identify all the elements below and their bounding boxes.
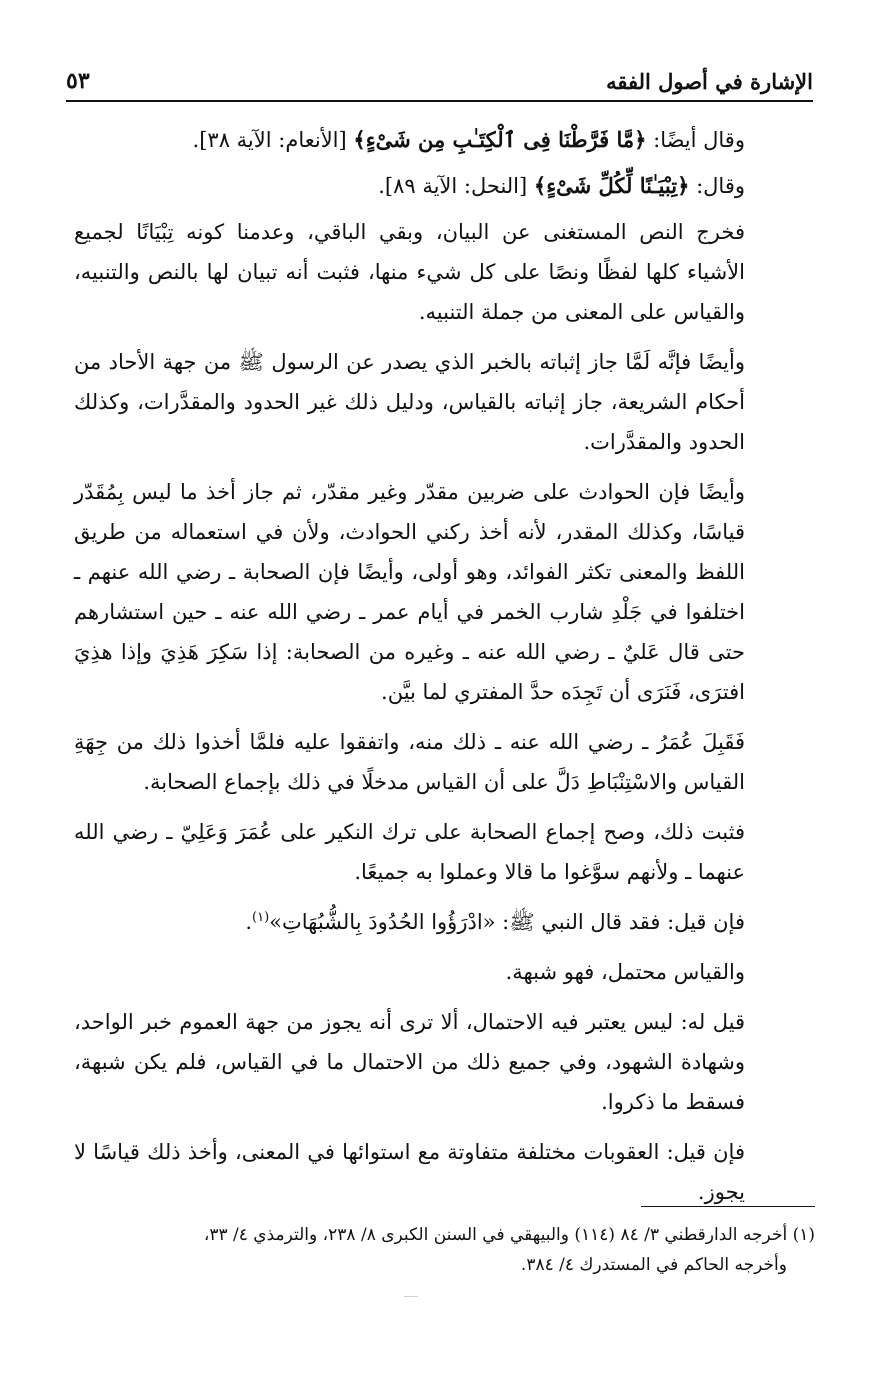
hadith-quote: فإن قيل: فقد قال النبي ﷺ: «ادْرَؤُوا الحُدُودَ بِالشُّبُهَاتِ» [269,910,745,934]
book-title: الإشارة في أصول الفقه [606,69,813,94]
footnote-line: (١) أخرجه الدارقطني ٣/ ٨٤ (١١٤) والبيهقي في السنن الكبرى ٨/ ٢٣٨، والترمذي ٤/ ٣٣، [203,1225,815,1245]
paragraph: فثبت ذلك، وصح إجماع الصحابة على ترك النكير على عُمَرَ وَعَلِيّ ـ رضي الله عنهما ـ ولأنهم سوَّغوا ما قالا وعملوا به جميعًا. [74,820,745,884]
verse-intro: وقال أيضًا: [646,128,745,152]
scan-mark [404,1296,418,1297]
verse-citation-1 [74,120,815,160]
footnote-divider [641,1206,815,1207]
paragraph: فخرج النص المستغنى عن البيان، وبقي الباقي، وعدمنا كونه تِبْيَانًا لجميع الأشياء كلها لفظًا ونصًا على كل شيء منها، فثبت أنه تبيان لها بالنص والتنبيه، والقياس على المعنى من جملة التنبيه. [74,220,745,324]
verse-intro: وقال: [689,174,745,198]
paragraph: والقياس محتمل، فهو شبهة. [505,960,745,984]
paragraph: قيل له: ليس يعتبر فيه الاحتمال، ألا ترى أنه يجوز من جهة العموم خبر الواحد، وشهادة الشهود، وفي جميع ذلك من الاحتمال ما في القياس، فلم يكن شبهة، فسقط ما ذكروا. [74,1010,745,1114]
quran-quote: ﴿تِبْيَـٰنًا لِّكُلِّ شَىْءٍ﴾ [533,173,690,198]
paragraph: فَقَبِلَ عُمَرُ ـ رضي الله عنه ـ ذلك منه، واتفقوا عليه فلمَّا أخذوا ذلك من جِهَةِ القياس والاسْتِنْبَاطِ دَلَّ على أن القياس مدخلًا في ذلك بإجماع الصحابة. [74,730,745,794]
paragraph-with-footnote: فإن قيل: فقد قال النبي ﷺ: «ادْرَؤُوا الحُدُودَ بِالشُّبُهَاتِ»$^{(١)}$. [245,910,745,934]
paragraph: فإن قيل: العقوبات مختلفة متفاوتة مع استوائها في المعنى، وأخذ ذلك قياسًا لا يجوز. [74,1140,745,1204]
running-header [66,60,813,102]
footnote-marker[interactable]: (١) [252,910,270,925]
paragraph: وأيضًا فإنَّه لَمَّا جاز إثباته بالخبر الذي يصدر عن الرسول ﷺ من جهة الأحاد من أحكام الشريعة، جاز إثباته بالقياس، ودليل ذلك غير الحدود والمقدَّرات، وكذلك الحدود والمقدَّرات. [74,350,745,454]
footnote [74,1220,815,1280]
footnote-line: وأخرجه الحاكم في المستدرك ٤/ ٣٨٤. [520,1255,787,1275]
page-number: ٥٣ [66,68,90,94]
verse-citation-2 [74,166,815,206]
main-text [74,120,815,1222]
quran-quote: ﴿مَّا فَرَّطْنَا فِى ٱلْكِتَـٰبِ مِن شَىْءٍ﴾ [353,127,647,152]
verse-reference: [الأنعام: الآية ٣٨]. [192,128,354,152]
verse-reference: [النحل: الآية ٨٩]. [378,174,534,198]
paragraph: وأيضًا فإن الحوادث على ضربين مقدّر وغير مقدّر، ثم جاز أخذ ما ليس بِمُقَدّر قياسًا، وكذلك المقدر، لأنه أخذ ركني الحوادث، ولأن في استعماله من طريق اللفظ والمعنى تكثر الفوائد، وهو أولى، وأيضًا فإن الصحابة ـ رضي الله عنهم ـ اختلفوا في جَلْدِ شارب الخمر في أيام عمر ـ رضي الله عنه ـ حين استشارهم حتى قال عَليٌ ـ رضي الله عنه ـ وغيره من الصحابة: إذا سَكِرَ هَذِيَ وإذا هذِيَ افترَى، فَنَرَى أن تَجِدَه حدَّ المفتري لما بيَّن. [74,480,745,704]
